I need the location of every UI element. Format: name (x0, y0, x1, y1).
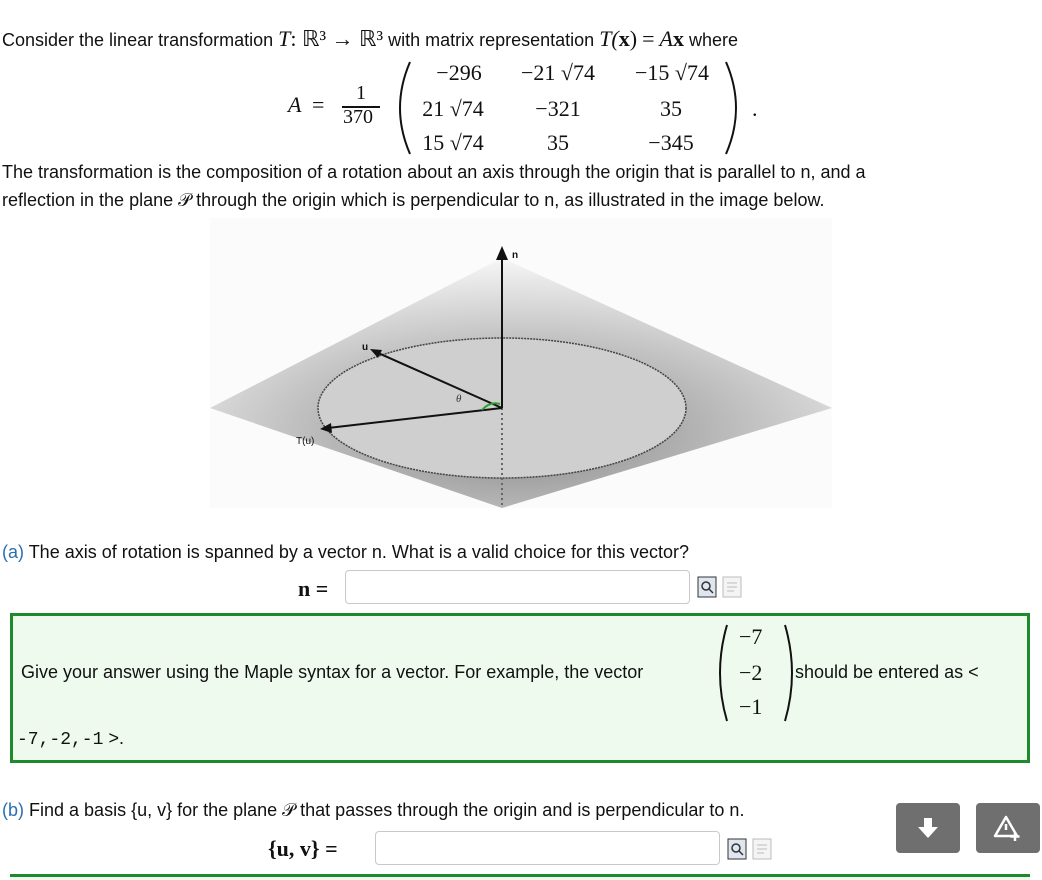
matrix-name: A (288, 92, 302, 117)
intro-with: with matrix representation (388, 30, 595, 50)
matrix-cell: 35 (660, 96, 682, 121)
help-syntax-line (17, 728, 124, 750)
part-a-input-label: n = (298, 576, 329, 601)
part-b-question (2, 800, 744, 821)
part-a-answer-input[interactable] (345, 570, 690, 604)
intro-lead: Consider the linear transformation (2, 30, 274, 50)
example-vector-entry: −2 (739, 660, 763, 685)
label-theta: θ (456, 393, 462, 405)
part-a-text: The axis of rotation is spanned by a vector n. What is a valid choice for this vector? (28, 542, 690, 562)
intro-where: where (689, 30, 739, 50)
matrix-eq: = (312, 92, 325, 117)
math-T: T (278, 26, 291, 51)
frac-denominator: 370 (343, 106, 373, 128)
help-text-before: Give your answer using the Maple syntax for a vector. For example, the vector (21, 662, 644, 682)
help-text-after: should be entered as < (795, 662, 979, 682)
math-Tx: T( (599, 26, 619, 51)
intro-line (2, 26, 738, 52)
part-a-tag: (a) (2, 542, 24, 562)
label-u: u (362, 342, 369, 353)
rotation-figure (210, 218, 832, 508)
part-b-text: Find a basis {u, v} for the plane 𝒫 that passes through the origin and is perpendicular to n. (29, 800, 745, 820)
matrix-cell: 15 √74 (422, 130, 484, 155)
part-a-question (2, 542, 689, 563)
description-line-2: reflection in the plane 𝒫 through the origin which is perpendicular to n, as illustrated in the image below. (2, 190, 825, 210)
math-A: A (659, 26, 673, 51)
syntax-help-icon[interactable] (722, 576, 742, 598)
label-n: n (512, 250, 519, 261)
down-arrow-icon (917, 816, 939, 840)
math-eq: = (642, 26, 655, 51)
scroll-down-button[interactable] (896, 803, 960, 853)
description-line-1: The transformation is the composition of a rotation about an axis through the origin that is parallel to n, and a (2, 162, 866, 182)
example-vector-entry: −1 (739, 694, 763, 719)
matrix-cell: 35 (547, 130, 569, 155)
alert-plus-icon (993, 814, 1023, 842)
label-Tu: T(u) (296, 436, 315, 447)
matrix-cell: −296 (436, 60, 482, 85)
matrix-cell: −321 (535, 96, 581, 121)
math-close: ) (629, 26, 638, 51)
matrix-period: . (752, 96, 758, 121)
frac-numerator: 1 (356, 82, 366, 104)
help-syntax-end: >. (108, 728, 124, 748)
next-help-box-edge (10, 874, 1030, 880)
syntax-help-icon[interactable] (752, 838, 772, 860)
math-x-2: x (672, 26, 684, 51)
example-vector-entry: −7 (739, 624, 763, 649)
matrix-cell: −345 (648, 130, 694, 155)
matrix-cell: 21 √74 (422, 96, 484, 121)
math-x: x (618, 26, 630, 51)
part-b-input-label: {u, v} = (268, 836, 338, 861)
preview-icon[interactable] (697, 576, 717, 598)
preview-icon[interactable] (727, 838, 747, 860)
syntax-help-box (10, 613, 1030, 763)
math-map: : ℝ³ → ℝ³ (290, 26, 384, 51)
matrix-cell: −21 √74 (521, 60, 595, 85)
report-button[interactable] (976, 803, 1040, 853)
matrix-cell: −15 √74 (635, 60, 709, 85)
part-b-tag: (b) (2, 800, 24, 820)
part-b-answer-input[interactable] (375, 831, 720, 865)
help-syntax-example: -7,-2,-1 (17, 730, 104, 750)
